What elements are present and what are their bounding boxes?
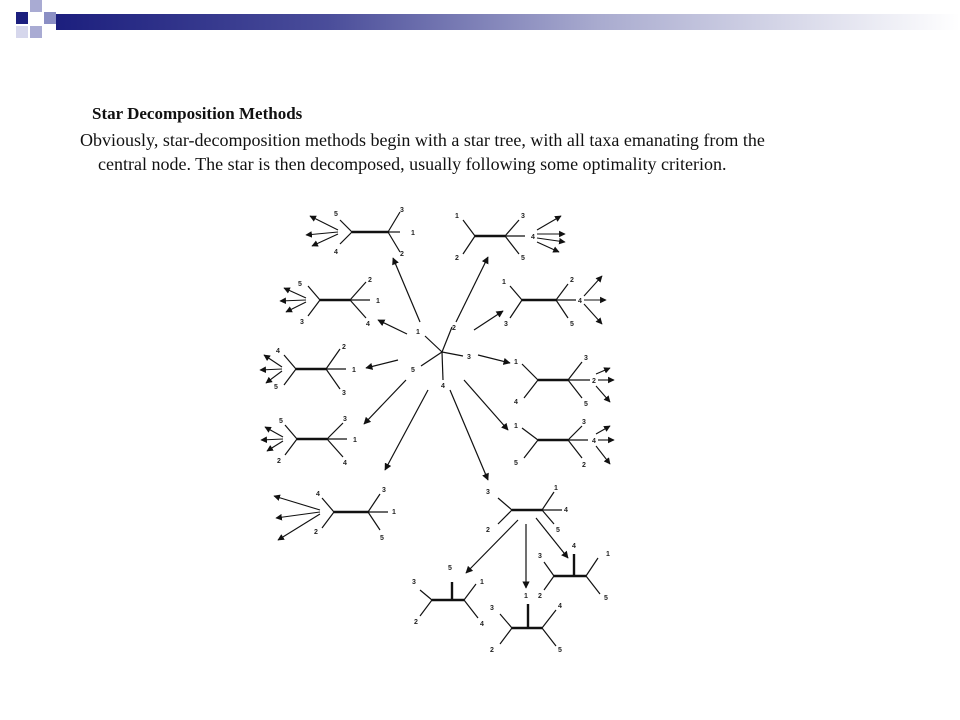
tree-5-label-b: 2	[342, 344, 346, 351]
arrow-to-tree-11	[466, 520, 518, 573]
tree-2-label-d: 2	[455, 255, 459, 262]
tree-3-label-e: 4	[366, 321, 370, 328]
tree-12-label-e: 5	[558, 647, 562, 654]
tree-10-label-e: 5	[556, 527, 560, 534]
tree-2-label-a: 1	[455, 213, 459, 220]
center-label-5: 5	[411, 367, 415, 374]
tree-3-label-d: 3	[300, 319, 304, 326]
tree-7-label-b: 3	[343, 416, 347, 423]
tree-12-label-b: 3	[490, 605, 494, 612]
tree-10-label-a: 3	[486, 489, 490, 496]
tree-12	[490, 593, 562, 654]
arrow-to-tree-9	[385, 390, 428, 470]
tree-4-label-e: 5	[570, 321, 574, 328]
tree-8-label-c: 4	[592, 438, 596, 445]
tree-5	[260, 344, 356, 397]
center-label-3: 3	[467, 354, 471, 361]
tree-4-label-a: 1	[502, 279, 506, 286]
tree-12-label-a: 1	[524, 593, 528, 600]
tree-1-label-b: 3	[400, 207, 404, 214]
tree-4-label-d: 3	[504, 321, 508, 328]
tree-7-label-e: 4	[343, 460, 347, 467]
arrow-to-tree-3	[378, 320, 407, 334]
tree-9-label-b: 3	[382, 487, 386, 494]
center-star-tree	[421, 327, 463, 380]
tree-10-label-c: 4	[564, 507, 568, 514]
tree-11	[412, 565, 484, 628]
tree-13-label-a: 4	[572, 543, 576, 550]
arrow-to-tree-13	[536, 518, 568, 558]
arrow-to-tree-10	[450, 390, 488, 480]
tree-8-label-e: 2	[582, 462, 586, 469]
tree-3-label-b: 2	[368, 277, 372, 284]
tree-7	[261, 416, 357, 467]
tree-1-label-d: 4	[334, 249, 338, 256]
tree-8-label-b: 3	[582, 419, 586, 426]
paragraph-line-2: central node. The star is then decomposed, usually following some optimality criterion.	[98, 154, 727, 174]
tree-9-label-a: 4	[316, 491, 320, 498]
tree-10-label-d: 2	[486, 527, 490, 534]
tree-1-label-c: 1	[411, 230, 415, 237]
tree-8	[514, 419, 614, 469]
arrow-to-tree-8	[464, 380, 508, 430]
center-label-2: 2	[452, 325, 456, 332]
tree-8-label-d: 5	[514, 460, 518, 467]
tree-2-label-c: 4	[531, 234, 535, 241]
center-label-1: 1	[416, 329, 420, 336]
tree-11-label-c: 1	[480, 579, 484, 586]
tree-2-label-b: 3	[521, 213, 525, 220]
tree-1-label-a: 5	[334, 211, 338, 218]
tree-13-label-e: 5	[604, 595, 608, 602]
tree-6-label-b: 3	[584, 355, 588, 362]
tree-10	[486, 485, 568, 534]
tree-8-label-a: 1	[514, 423, 518, 430]
tree-5-label-d: 5	[274, 384, 278, 391]
tree-11-label-b: 3	[412, 579, 416, 586]
tree-11-label-a: 5	[448, 565, 452, 572]
arrow-to-tree-7	[364, 380, 406, 424]
tree-5-label-a: 4	[276, 348, 280, 355]
tree-5-label-c: 1	[352, 367, 356, 374]
tree-11-label-e: 4	[480, 621, 484, 628]
slide-heading: Star Decomposition Methods	[92, 104, 303, 123]
tree-9-label-e: 5	[380, 535, 384, 542]
tree-9	[274, 487, 396, 542]
tree-11-label-d: 2	[414, 619, 418, 626]
arrow-to-tree-4	[474, 311, 503, 330]
tree-7-label-d: 2	[277, 458, 281, 465]
tree-2-label-e: 5	[521, 255, 525, 262]
tree-2	[455, 213, 565, 262]
arrow-to-tree-6	[478, 355, 510, 363]
arrow-to-tree-5	[366, 360, 398, 368]
tree-3-label-a: 5	[298, 281, 302, 288]
tree-4	[502, 276, 606, 328]
tree-6-label-d: 4	[514, 399, 518, 406]
tree-13-label-b: 3	[538, 553, 542, 560]
tree-6-label-a: 1	[514, 359, 518, 366]
tree-12-label-c: 4	[558, 603, 562, 610]
tree-10-label-b: 1	[554, 485, 558, 492]
tree-13-label-c: 1	[606, 551, 610, 558]
arrow-to-tree-1	[393, 258, 420, 322]
tree-4-label-c: 4	[578, 298, 582, 305]
tree-3-label-c: 1	[376, 298, 380, 305]
tree-7-label-a: 5	[279, 418, 283, 425]
tree-6	[514, 355, 614, 408]
tree-12-label-d: 2	[490, 647, 494, 654]
tree-6-label-c: 2	[592, 378, 596, 385]
tree-6-label-e: 5	[584, 401, 588, 408]
tree-4-label-b: 2	[570, 277, 574, 284]
tree-5-label-e: 3	[342, 390, 346, 397]
tree-13-label-d: 2	[538, 593, 542, 600]
arrow-to-tree-2	[456, 257, 488, 322]
tree-9-label-d: 2	[314, 529, 318, 536]
paragraph-line-1: Obviously, star-decomposition methods begin with a star tree, with all taxa emanating from the	[80, 130, 765, 150]
tree-13	[538, 543, 610, 602]
tree-7-label-c: 1	[353, 437, 357, 444]
tree-9-label-c: 1	[392, 509, 396, 516]
tree-3	[280, 277, 380, 328]
center-label-4: 4	[441, 383, 445, 390]
tree-1	[306, 207, 415, 258]
tree-1-label-e: 2	[400, 251, 404, 258]
